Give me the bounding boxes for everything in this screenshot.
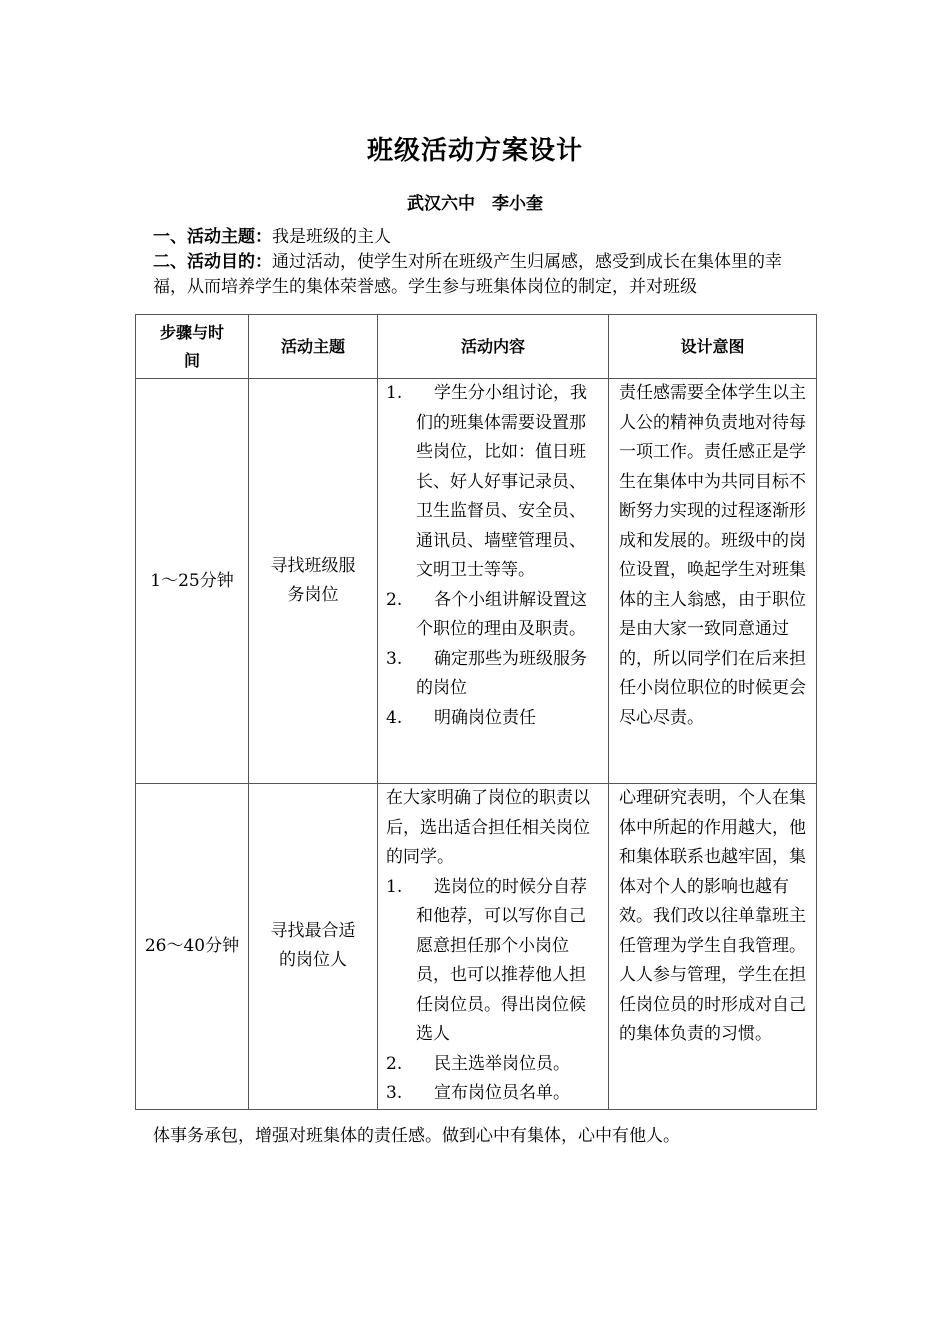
theme-label: 一、活动主题： <box>153 227 272 247</box>
table-header-row <box>136 315 817 379</box>
item-number: 3. <box>386 1083 403 1103</box>
list-item <box>386 704 602 734</box>
item-number: 1. <box>386 876 403 897</box>
item-text: 学生分小组讨论，我们的班集体需要设置那些岗位，比如：值日班长、好人好事记录员、卫生监督员、安全员、通讯员、墙壁管理员、文明卫士等等。 <box>416 383 587 580</box>
item-text: 宣布岗位员名单。 <box>434 1083 570 1103</box>
table-row <box>136 784 817 1110</box>
item-number: 2. <box>386 589 403 610</box>
item-text: 民主选举岗位员。 <box>434 1053 570 1074</box>
content-list <box>386 873 602 1109</box>
theme-text: 我是班级的主人 <box>272 227 391 247</box>
header-theme: 活动主题 <box>249 315 378 379</box>
header-content: 活动内容 <box>378 315 609 379</box>
header-step: 步骤与时间 <box>136 315 249 379</box>
content-cell <box>378 379 609 784</box>
intent-cell: 心理研究表明，个人在集体中所起的作用越大，他和集体联系也越牢固，集体对个人的影响也越有效。我们改以往单靠班主任管理为学生自我管理。人人参与管理，学生在担任岗位员的时形成对自己的集体负责的习惯。 <box>609 784 817 1110</box>
content-intro: 在大家明确了岗位的职责以后，选出适合担任相关岗位的同学。 <box>386 788 590 867</box>
content-cell <box>378 784 609 1110</box>
purpose-continuation: 体事务承包，增强对班集体的责任感。做到心中有集体，心中有他人。 <box>153 1126 680 1146</box>
list-item <box>386 873 602 1050</box>
step-cell: 26～40分钟 <box>136 784 249 1110</box>
item-number: 4. <box>386 707 403 728</box>
step-cell: 1～25分钟 <box>136 379 249 784</box>
page-title: 班级活动方案设计 <box>366 136 583 166</box>
activity-table <box>135 314 817 1110</box>
purpose-paragraph <box>153 250 803 300</box>
list-item <box>386 1079 602 1109</box>
item-text: 各个小组讲解设置这个职位的理由及职责。 <box>416 589 587 639</box>
item-number: 2. <box>386 1053 403 1074</box>
list-item <box>386 645 602 704</box>
list-item <box>386 1050 602 1080</box>
intent-cell: 责任感需要全体学生以主人公的精神负责地对待每一项工作。责任感正是学生在集体中为共同目标不断努力实现的过程逐渐形成和发展的。班级中的岗位设置，唤起学生对班集体的主人翁感，由于职位是由大家一致同意通过的，所以同学们在后来担任小岗位职位的时候更会尽心尽责。 <box>609 379 817 784</box>
item-number: 3. <box>386 648 403 669</box>
item-text: 明确岗位责任 <box>434 707 536 728</box>
header-intent: 设计意图 <box>609 315 817 379</box>
theme-cell: 寻找班级服务岗位 <box>249 379 378 784</box>
theme-line <box>153 225 803 250</box>
item-text: 确定那些为班级服务的岗位 <box>416 648 587 698</box>
item-number: 1. <box>386 383 403 403</box>
table-row <box>136 379 817 784</box>
purpose-label: 二、活动目的： <box>153 252 272 272</box>
list-item <box>386 379 602 586</box>
purpose-text: 通过活动，使学生对所在班级产生归属感，感受到成长在集体里的幸福，从而培养学生的集体荣誉感。学生参与班集体岗位的制定，并对班级 <box>153 252 782 297</box>
list-item <box>386 586 602 645</box>
content-list <box>386 379 602 733</box>
author-line: 武汉六中 李小奎 <box>407 194 543 214</box>
item-text: 选岗位的时候分自荐和他荐，可以写你自己愿意担任那个小岗位员，也可以推荐他人担任岗位员。得出岗位候选人 <box>416 876 587 1044</box>
theme-cell: 寻找最合适的岗位人 <box>249 784 378 1110</box>
